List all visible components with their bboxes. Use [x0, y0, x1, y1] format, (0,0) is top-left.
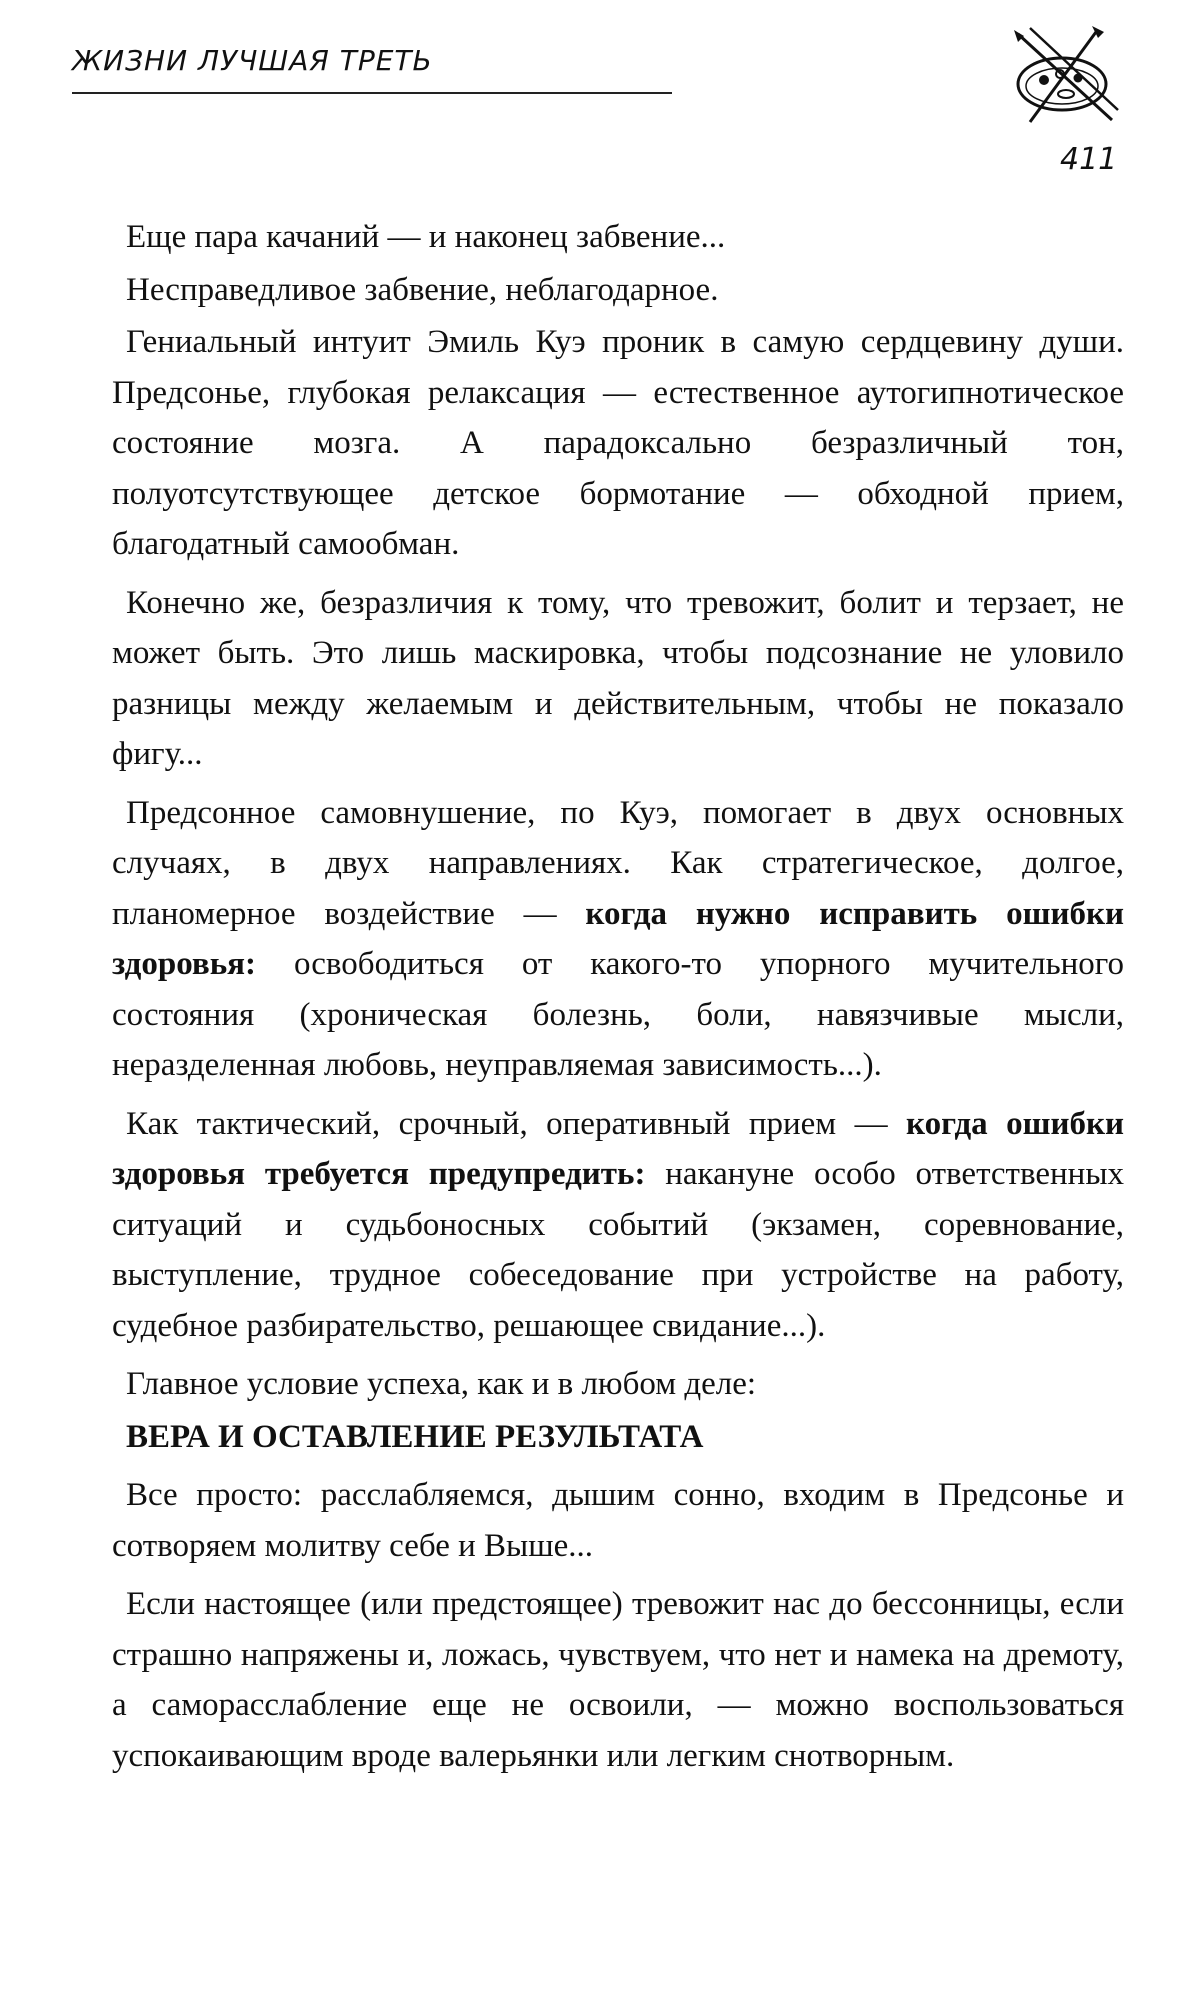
- paragraph-text: Как тактический, срочный, оперативный прием —: [126, 1105, 907, 1142]
- paragraph: Гениальный интуит Эмиль Куэ проник в самую сердцевину души. Предсонье, глубокая релаксация — естественное аутогипнотическое состояние мозга. А парадоксально безразличный тон, полуотсутствующее детское бормотание — обходной прием, благодатный самообман.: [112, 324, 1124, 562]
- paragraph-text: освободиться от какого-то упорного мучительного состояния (хроническая болезнь, боли, навязчивые мысли, неразделенная любовь, неуправляемая зависимость...).: [112, 946, 1124, 1083]
- paragraph: Конечно же, безразличия к тому, что тревожит, болит и терзает, не может быть. Это лишь маскировка, чтобы подсознание не уловило разницы между желаемым и действительным, чтобы не показало фигу...: [112, 584, 1124, 772]
- header-rule: [72, 92, 672, 94]
- running-title: ЖИЗНИ ЛУЧШАЯ ТРЕТЬ: [72, 44, 433, 77]
- paragraph: Все просто: расслабляемся, дышим сонно, входим в Предсонье и сотворяем молитву себе и Выше...: [112, 1477, 1124, 1564]
- page-number: 411: [1060, 142, 1118, 177]
- emphasis-text: когда нужно исправить ошибки здоровья:: [112, 895, 1124, 982]
- paragraph: Главное условие успеха, как и в любом деле:: [126, 1366, 757, 1402]
- paragraph: Несправедливое забвение, неблагодарное.: [126, 271, 719, 308]
- palette-brushes-icon: [1000, 22, 1130, 132]
- emphasis-text: когда ошибки здоровья требуется предупредить:: [112, 1105, 1124, 1192]
- paragraph: [112, 788, 1124, 1091]
- paragraph-text: Предсонное самовнушение, по Куэ, помогает в двух основных случаях, в двух направлениях. Как стратегическое, долгое, планомерное воздействие —: [112, 794, 1124, 932]
- paragraph: Еще пара качаний — и наконец забвение...: [126, 219, 726, 255]
- section-heading: ВЕРА И ОСТАВЛЕНИЕ РЕЗУЛЬТАТА: [126, 1418, 704, 1455]
- page-header: [72, 44, 722, 104]
- body-text: [112, 212, 1124, 1789]
- paragraph: [112, 1099, 1124, 1352]
- paragraph-text: накануне особо ответственных ситуаций и судьбоносных событий (экзамен, соревнование, выступление, трудное собеседование при устройстве на работу, судебное разбирательство, решающее свидание...).: [112, 1156, 1125, 1344]
- paragraph: Если настоящее (или предстоящее) тревожит нас до бессонницы, если страшно напряжены и, ложась, чувствуем, что нет и намека на дремоту, а саморасслабление еще не освоили, — можно воспользоваться успокаивающим вроде валерьянки или легким снотворным.: [112, 1586, 1124, 1774]
